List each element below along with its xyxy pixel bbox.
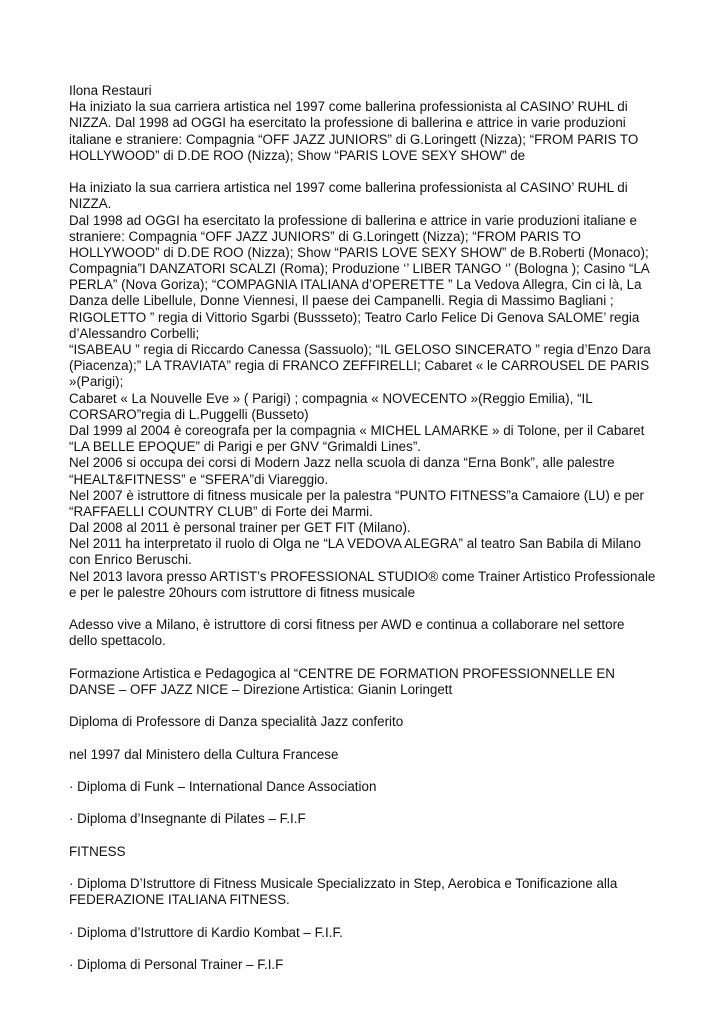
- text-line: Dal 1998 ad OGGI ha esercitato la professione di ballerina e attrice in varie produzioni italiane e: [69, 212, 637, 228]
- text-line: Dal 1999 al 2004 è coreografa per la compagnia « MICHEL LAMARKE » di Tolone, per il Cabaret: [69, 422, 645, 438]
- text-line: Formazione Artistica e Pedagogica al “CENTRE DE FORMATION PROFESSIONNELLE EN: [69, 665, 615, 681]
- paragraph-gap: [69, 164, 701, 180]
- text-line: Ha iniziato la sua carriera artistica nel 1997 come ballerina professionista al CASINO’ RUHL di: [69, 180, 628, 196]
- text-line: “HEALT&FITNESS” e “SFERA”di Viareggio.: [69, 471, 329, 487]
- paragraph-gap: [69, 795, 701, 811]
- text-line: e per le palestre 20hours com istruttore di fitness musicale: [69, 584, 416, 600]
- text-line: Nel 2007 è istruttore di fitness musicale per la palestra “PUNTO FITNESS”a Camaiore (LU) e per: [69, 487, 645, 503]
- diploma-pilates: · Diploma d’Insegnante di Pilates – F.I.F: [69, 811, 306, 827]
- text-line: Nel 2013 lavora presso ARTIST’s PROFESSIONAL STUDIO® come Trainer Artistico Professionale: [69, 568, 656, 584]
- text-line: straniere: Compagnia “OFF JAZZ JUNIORS” di G.Loringett (Nizza); “FROM PARIS TO: [69, 228, 581, 244]
- text-line: “ISABEAU ” regia di Riccardo Canessa (Sassuolo); “IL GELOSO SINCERATO ” regia d’Enzo Dara: [69, 342, 651, 357]
- diploma-jazz-continued: nel 1997 dal Ministero della Cultura Francese: [69, 746, 339, 762]
- text-line: Compagnia”I DANZATORI SCALZI (Roma); Produzione ‘’ LIBER TANGO ‘’ (Bologna ); Casino “LA: [69, 261, 650, 277]
- text-line: FEDERAZIONE ITALIANA FITNESS.: [69, 892, 290, 908]
- diploma-kombat: · Diploma d’Istruttore di Kardio Kombat – F.I.F.: [69, 924, 343, 940]
- text-line: PERLA” (Nova Goriza); “COMPAGNIA ITALIANA d’OPERETTE ” La Vedova Allegra, Cin ci là, La: [69, 277, 642, 293]
- text-line: NIZZA.: [69, 196, 112, 212]
- text-line: Ha iniziato la sua carriera artistica nel 1997 come ballerina professionista al CASINO’ RUHL di: [69, 99, 628, 115]
- fitness-heading: FITNESS: [69, 843, 126, 859]
- career-paragraph: [69, 180, 701, 601]
- author-name: Ilona Restauri: [69, 83, 152, 98]
- text-line: dello spettacolo.: [69, 633, 166, 649]
- paragraph-gap: [69, 909, 701, 925]
- text-line: Adesso vive a Milano, è istruttore di corsi fitness per AWD e continua a collaborare nel settore: [69, 617, 625, 633]
- text-line: DANSE – OFF JAZZ NICE – Direzione Artistica: Gianin Loringett: [69, 681, 453, 697]
- text-line: Dal 2008 al 2011 è personal trainer per GET FIT (Milano).: [69, 520, 411, 536]
- paragraph-gap: [69, 601, 701, 617]
- diploma-funk: · Diploma di Funk – International Dance Association: [69, 779, 377, 795]
- text-line: Nel 2006 si occupa dei corsi di Modern Jazz nella scuola di danza “Erna Bonk”, alle palestre: [69, 455, 615, 471]
- text-line: d’Alessandro Corbelli;: [69, 325, 200, 341]
- paragraph-gap: [69, 698, 701, 714]
- text-line: · Diploma D’Istruttore di Fitness Musicale Specializzato in Step, Aerobica e Tonificazione alla: [69, 876, 618, 892]
- text-line: “RAFFAELLI COUNTRY CLUB” di Forte dei Marmi.: [69, 503, 373, 519]
- paragraph-gap: [69, 860, 701, 876]
- text-line: Nel 2011 ha interpretato il ruolo di Olga ne “LA VEDOVA ALEGRA” al teatro San Babila di Milano: [69, 536, 641, 552]
- diploma-personal-trainer: · Diploma di Personal Trainer – F.I.F: [69, 957, 284, 973]
- text-line: Cabaret « La Nouvelle Eve » ( Parigi) ; compagnia « NOVECENTO »(Reggio Emilia), “IL: [69, 390, 593, 406]
- intro-paragraph: [69, 99, 701, 164]
- text-line: (Piacenza);” LA TRAVIATA” regia di FRANCO ZEFFIRELLI; Cabaret « le CARROUSEL DE PARIS: [69, 358, 650, 374]
- current-paragraph: [69, 617, 701, 649]
- text-line: Danza delle Libellule, Donne Viennesi, Il paese dei Campanelli. Regia di Massimo Bagliani ;: [69, 293, 614, 309]
- document-page: [69, 83, 701, 973]
- text-line: CORSARO”regia di L.Puggelli (Busseto): [69, 406, 309, 422]
- text-line: NIZZA. Dal 1998 ad OGGI ha esercitato la professione di ballerina e attrice in varie produzioni: [69, 115, 626, 131]
- text-line: RIGOLETTO ” regia di Vittorio Sgarbi (Bussseto); Teatro Carlo Felice Di Genova SALOME’ regia: [69, 309, 640, 325]
- diploma-jazz: Diploma di Professore di Danza specialità Jazz conferito: [69, 714, 404, 730]
- text-line: HOLLYWOOD” di D.DE ROO (Nizza); Show “PARIS LOVE SEXY SHOW” de B.Roberti (Monaco);: [69, 244, 649, 260]
- paragraph-gap: [69, 731, 701, 747]
- text-line: italiane e straniere: Compagnia “OFF JAZZ JUNIORS” di G.Loringett (Nizza); “FROM PARIS TO: [69, 131, 639, 147]
- paragraph-gap: [69, 763, 701, 779]
- text-line: con Enrico Beruschi.: [69, 552, 192, 568]
- paragraph-gap: [69, 828, 701, 844]
- text-line: »(Parigi);: [69, 374, 124, 390]
- paragraph-gap: [69, 650, 701, 666]
- training-paragraph: [69, 666, 701, 698]
- paragraph-gap: [69, 941, 701, 957]
- text-line: “LA BELLE EPOQUE” di Parigi e per GNV “Grimaldi Lines”.: [69, 439, 422, 455]
- diploma-fitness: [69, 876, 701, 908]
- text-line: HOLLYWOOD” di D.DE ROO (Nizza); Show “PARIS LOVE SEXY SHOW” de: [69, 147, 526, 163]
